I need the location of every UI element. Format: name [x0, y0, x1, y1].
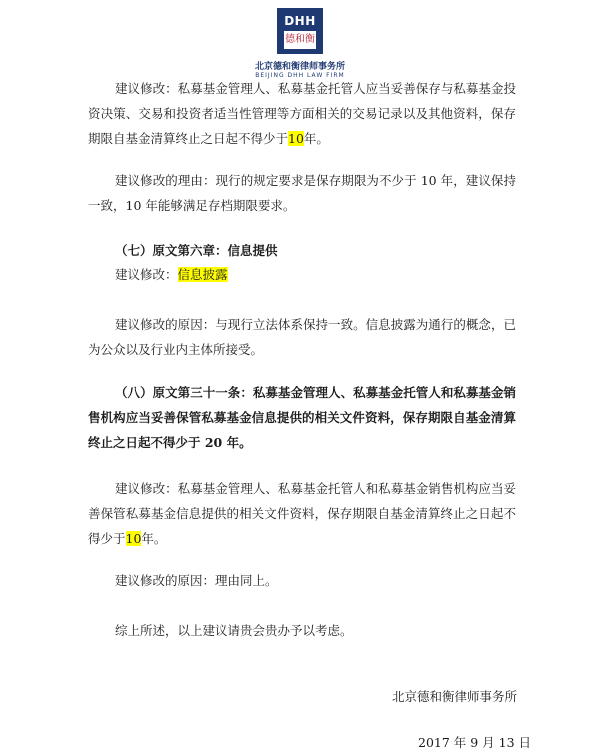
firm-name-cn: 北京德和衡律师事务所 [254, 62, 345, 72]
paragraph-conclusion [88, 618, 516, 643]
logo-text-cn: 德和衡 [284, 31, 316, 49]
paragraph-tail: 年。 [303, 131, 329, 146]
paragraph-tail: 年。 [141, 531, 167, 546]
heading-text: （八）原文第三十一条：私募基金管理人、私募基金托管人和私募基金销售机构应当妥善保管私募基金信息提供的相关文件资料，保存期限自基金清算终止之日起不得少于 20 年。 [88, 385, 516, 450]
letterhead [0, 8, 600, 80]
paragraph-text: 建议修改的原因：与现行立法体系保持一致。信息披露为通行的概念，已为公众以及行业内主体所接受。 [88, 317, 516, 357]
paragraph-text: 建议修改的理由：现行的规定要求是保存期限为不少于 10 年，建议保持一致，10 年能够满足存档期限要求。 [88, 173, 516, 213]
signature-date: 2017 年 9 月 13 日 [418, 735, 532, 750]
paragraph-retention-suggestion [88, 76, 516, 151]
logo-text-dhh: DHH [284, 14, 316, 28]
signature-firm: 北京德和衡律师事务所 [392, 689, 518, 704]
highlight-disclosure: 信息披露 [177, 267, 228, 282]
paragraph-text: 建议修改：私募基金管理人、私募基金托管人应当妥善保存与私募基金投资决策、交易和投资者适当性管理等方面相关的交易记录以及其他资料，保存期限自基金清算终止之日起不得少于 [88, 81, 516, 146]
paragraph-text: 建议修改的原因：理由同上。 [115, 573, 278, 588]
paragraph-disclosure-reason [88, 312, 516, 362]
firm-name-en: BEIJING DHH LAW FIRM [255, 72, 345, 79]
section-heading-8 [88, 380, 516, 455]
paragraph-same-reason [88, 568, 516, 593]
highlight-10: 10 [125, 531, 142, 546]
paragraph-text: 综上所述，以上建议请贵会贵办予以考虑。 [115, 623, 353, 638]
paragraph-disclosure-suggestion [88, 262, 516, 287]
paragraph-text: 建议修改：私募基金管理人、私募基金托管人和私募基金销售机构应当妥善保管私募基金信息提供的相关文件资料，保存期限自基金清算终止之日起不得少于 [88, 481, 516, 546]
heading-text: （七）原文第六章：信息提供 [115, 243, 278, 258]
paragraph-retention-reason [88, 168, 516, 218]
paragraph-text: 建议修改： [115, 267, 178, 282]
section-heading-7 [88, 238, 516, 263]
highlight-10: 10 [288, 131, 304, 146]
dhh-logo [277, 8, 323, 54]
paragraph-document-retention [88, 476, 516, 551]
